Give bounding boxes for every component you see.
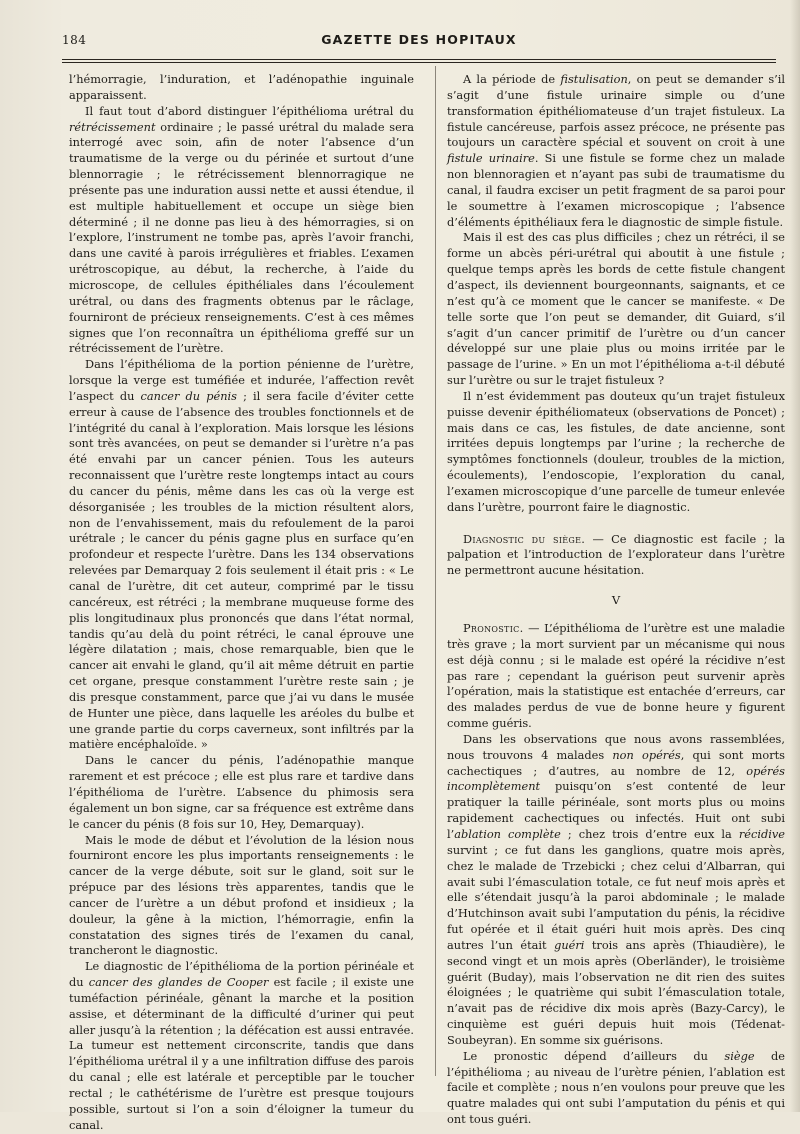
paragraph: Mais le mode de début et l’évolution de la lésion nous fourniront encore les plus importants renseignements : le cancer de la verge débute, soit sur le gland, soit sur le prépuce par des lésions très apparentes, tandis que le cancer de l’urètre a un début profond et insidieux ; la douleur, la gêne à la miction, l’hémorragie, enfin la constatation des signes tirés de l’examen du canal, trancheront le diagnostic. [69, 832, 414, 958]
paragraph: Dans le cancer du pénis, l’adénopathie manque rarement et est précoce ; elle est plus rare et tardive dans l’épithélioma de l’urètre. L’absence du phimosis sera également un bon signe, car sa fréquence est extrême dans le cancer du pénis (8 fois sur 10, Hey, Demarquay). [69, 753, 414, 831]
italic-term: rétrécissement [69, 119, 156, 134]
right-column [447, 72, 785, 1128]
italic-term: siège [724, 1048, 755, 1063]
paragraph: Il n’est évidemment pas douteux qu’un trajet fistuleux puisse devenir épithéliomateux (observations de Poncet) ; mais dans ce cas, les fistules, de date ancienne, sont irritées depuis longtemps par l’urine ; la recherche de symptômes fonctionnels (douleur, troubles de la miction, écoulements), l’endoscopie, l’exploration du canal, l’examen microscopique d’une parcelle de tumeur enlevée dans l’urètre, pourront faire le diagnostic. [447, 388, 785, 514]
italic-term: cancer des glandes de Cooper [88, 975, 269, 990]
paragraph: l’hémorragie, l’induration, et l’adénopathie inguinale apparaissent. [69, 72, 414, 102]
prognosis-text: — L’épithélioma de l’urètre est une maladie très grave ; la mort survient par un mécanisme qui nous est déjà connu ; si le malade est opéré la récidive n’est pas rare ; cependant la guérison peut survenir après l’opération, mais la statistique est entachée d’erreurs, car des malades perdus de vue de bonne heure y figurent comme guéris. [447, 621, 785, 731]
paragraph: A la période de fistulisation, on peut se demander s’il s’agit d’une fistule urinaire simple ou d’une transformation épithéliomateuse d’un trajet fistuleux. La fistule cancéreuse, parfois assez précoce, ne présente pas toujours un caractère spécial et souvent on croit à une fistule urinaire. Si une fistule se forme chez un malade non blennoragien et n’ayant pas subi de traumatisme du canal, il faudra exciser un petit fragment de sa paroi pour le soumettre à l’examen microscopique ; l’absence d’éléments épithéliaux fera le diagnostic de simple fistule. [447, 72, 786, 229]
paragraph: Le diagnostic de l’épithélioma de la portion périnéale et du cancer des glandes de Cooper est facile ; il existe une tuméfaction périnéale, gênant la marche et la position assise, et déterminant de la difficulté d’uriner qui peut aller jusqu’à la rétention ; la défécation est aussi entravée. La tumeur est nettement circonscrite, tandis que dans l’épithélioma urétral il y a une infiltration diffuse des parois du canal ; elle est latérale et perceptible par le toucher rectal ; le cathétérisme de l’urètre est presque toujours possible, surtout si l’on a soin d’éloigner la tumeur du canal. [69, 959, 414, 1132]
prognosis-paragraph [447, 621, 785, 732]
page-header [62, 30, 776, 52]
italic-term: fistulisation [560, 72, 628, 86]
italic-term: cancer du pénis [140, 388, 237, 403]
site-diagnosis-paragraph [447, 532, 785, 580]
paragraph: Il faut tout d’abord distinguer l’épithélioma urétral du rétrécissement ordinaire ; le passé urétral du malade sera interrogé avec soin, afin de noter l’absence d’un traumatisme de la verge ou du périnée et surtout d’une blennorragie ; le rétrécissement blennorragique ne présente pas une induration aussi nette et aussi étendue, il est multiple habituellement et occupe un siège bien déterminé ; il ne donne pas lieu à des hémorragies, si on l’explore, l’instrument ne tombe pas, après l’avoir franchi, dans une cavité à parois irrégulières et friables. L’examen urétroscopique, au début, la recherche, à l’aide du microscope, de cellules épithéliales dans l’écoulement urétral, ou dans des fragments obtenus par le râclage, fourniront de précieux renseignements. C’est à ces mêmes signes que l’on reconnaîtra un épithélioma greffé sur un rétrécissement de l’urètre. [69, 103, 414, 356]
italic-term: récidive [738, 826, 785, 841]
page-edge-shadow [790, 0, 800, 1112]
italic-term: non opérés [612, 747, 681, 762]
paragraph: Dans les observations que nous avons rassemblées, nous trouvons 4 malades non opérés, qui sont morts cachectiques ; d’autres, au nombre de 12, opérés incomplètement puisqu’on s’est contenté de leur pratiquer la taille périnéale, sont morts plus ou moins rapidement cachectiques ou infectés. Huit ont subi l’ablation complète ; chez trois d’entre eux la récidive survint ; ce fut dans les ganglions, quatre mois après, chez le malade de Trzebicki ; chez celui d’Albarran, qui avait subi l’émasculation totale, ce fut neuf mois après et elle s’étendait jusqu’à la paroi abdominale ; le malade d’Hutchinson avait subi l’amputation du pénis, la récidive fut opérée et il était guéri huit mois après. Des cinq autres l’un était guéri trois ans après (Thiaudière), le second vingt et un mois après (Oberländer), le troisième guérit (Buday), mais l’observation ne dit rien des suites éloignées ; le quatrième qui subit l’émasculation totale, n’avait pas de récidive dix mois après (Bazy-Carcy), le cinquième est guéri depuis huit mois (Tédenat-Soubeyran). En somme six guérisons. [447, 731, 785, 1047]
header-rule-top [62, 59, 776, 60]
header-rule-bottom [62, 62, 776, 63]
journal-title: GAZETTE DES HOPITAUX [321, 32, 517, 47]
paragraph: Le pronostic dépend d’ailleurs du siège de l’épithélioma ; au niveau de l’urètre pénien, l’ablation est facile et complète ; nous n’en voulons pour preuve que les quatre malades qui ont subi l’amputation du pénis et qui ont tous guéri. [447, 1048, 785, 1127]
section-number: V [611, 593, 621, 608]
prognosis-heading: Pronostic. [463, 621, 524, 635]
site-diagnosis-heading: Diagnostic du siège. [463, 531, 586, 546]
left-column [69, 72, 414, 1134]
italic-term: opérés incomplètement [447, 763, 785, 794]
paragraph: Dans l’épithélioma de la portion pénienne de l’urètre, lorsque la verge est tuméfiée et indurée, l’affection revêt l’aspect du cancer du pénis ; il sera facile d’éviter cette erreur à cause de l’absence des troubles fonctionnels et de l’intégrité du canal à l’exploration. Mais lorsque les lésions sont très avancées, on peut se demander si l’urètre n’a pas été envahi par un cancer pénien. Tous les auteurs reconnaissent que l’urètre reste longtemps intact au cours du cancer du pénis, même dans les cas où la verge est désorganisée ; les troubles de la miction résultent alors, non de l’envahissement, mais du refoulement de la paroi urétrale ; le cancer du pénis gagne plus en surface qu’en profondeur et respecte l’urètre. Dans les 134 observations relevées par Demarquay 2 fois seulement il était pris : « Le canal de l’urètre, dit cet auteur, comprimé par le tissu cancéreux, est rétréci ; la membrane muqueuse forme des plis longitudinaux plus prononcés que dans l’état normal, tandis qu’au delà du point rétréci, le canal éprouve une légère dilatation ; mais, chose remarquable, bien que le cancer ait envahi le gland, qu’il ait même détruit en partie cet organe, presque constamment l’urètre reste sain ; je dis presque constamment, parce que j’ai vu dans le musée de Hunter une pièce, dans laquelle les aréoles du bulbe et une grande partie du corps caverneux, sont infiltrés par la matière encéphaloïde. » [69, 357, 414, 752]
site-diagnosis-text: — Ce diagnostic est facile ; la palpation et l’introduction de l’explorateur dans l’urètre ne permettront aucune hésitation. [447, 531, 785, 578]
paragraph: Mais il est des cas plus difficiles ; chez un rétréci, il se forme un abcès péri-urétral qui aboutit à une fistule ; quelque temps après les bords de cette fistule changent d’aspect, ils deviennent bourgeonnants, saignants, et ce n’est qu’à ce moment que le cancer se manifeste. « De telle sorte que l’on peut se demander, dit Guiard, s’il s’agit d’un cancer primitif de l’urètre ou d’un cancer développé sur une plaie plus ou moins irritée par le passage de l’urine. » En un mot l’épithélioma a-t-il débuté sur l’urètre ou sur le trajet fistuleux ? [447, 230, 785, 388]
column-divider [435, 66, 436, 1076]
italic-term: ablation complète [454, 826, 561, 841]
italic-term: guéri [554, 937, 585, 952]
page-number: 184 [62, 33, 87, 47]
italic-term: fistule urinaire [447, 151, 535, 166]
